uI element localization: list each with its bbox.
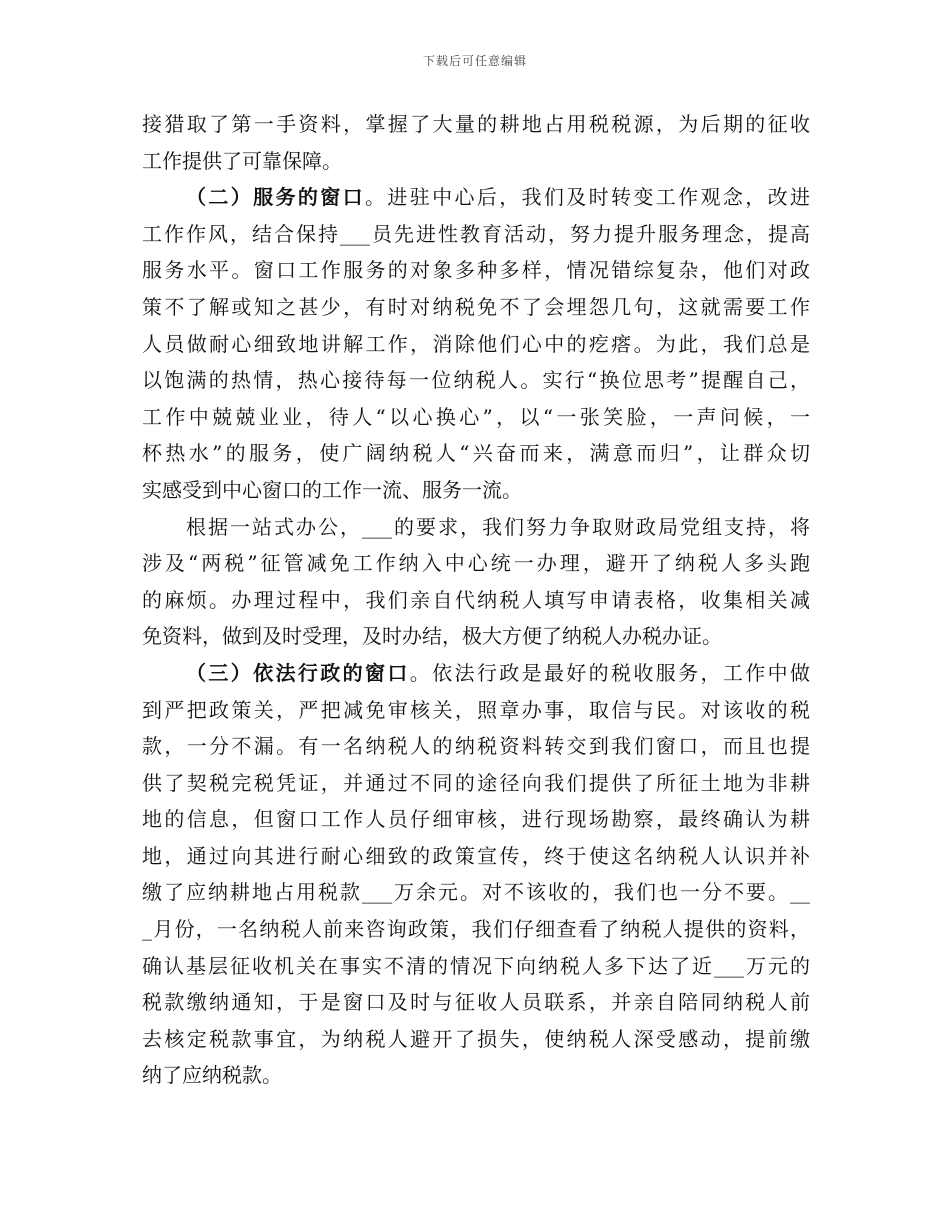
text-segment: 纳了应纳税款。 <box>142 1063 282 1088</box>
text-line <box>142 765 810 802</box>
section-heading: （二）服务的窗口 <box>186 185 365 210</box>
text-segment: 根据一站式办公，___的要求，我们努力争取财政局党组支持，将 <box>186 514 810 539</box>
text-line <box>142 655 810 692</box>
text-segment: 涉及“两税”征管减免工作纳入中心统一办理，避开了纳税人多头跑 <box>142 551 810 576</box>
text-line <box>142 984 810 1021</box>
text-line <box>142 435 810 472</box>
text-segment: 服务水平。窗口工作服务的对象多种多样，情况错综复杂，他们对政 <box>142 258 810 283</box>
text-line <box>142 911 810 948</box>
text-segment: 到严把政策关，严把减免审核关，照章办事，取信与民。对该收的税 <box>142 697 810 722</box>
text-segment: 的麻烦。办理过程中，我们亲自代纳税人填写申请表格，收集相关减 <box>142 587 810 612</box>
text-line <box>142 582 810 619</box>
text-segment: 工作作风，结合保持___员先进性教育活动，努力提升服务理念，提高 <box>142 221 810 246</box>
text-segment: 人员做耐心细致地讲解工作，消除他们心中的疙瘩。为此，我们总是 <box>142 331 810 356</box>
text-segment: 工作中兢兢业业，待人“以心换心”，以“一张笑脸，一声问候，一 <box>142 404 810 429</box>
text-line <box>142 326 810 363</box>
text-line <box>142 948 810 985</box>
text-segment: 以饱满的热情，热心接待每一位纳税人。实行“换位思考”提醒自己， <box>142 368 810 393</box>
text-segment: 地，通过向其进行耐心细致的政策宣传，终于使这名纳税人认识并补 <box>142 843 810 868</box>
document-body <box>142 106 810 1094</box>
text-line <box>142 838 810 875</box>
text-line <box>142 728 810 765</box>
text-segment: 税款缴纳通知，于是窗口及时与征收人员联系，并亲自陪同纳税人前 <box>142 990 810 1015</box>
text-segment: 接猎取了第一手资料，掌握了大量的耕地占用税税源，为后期的征收 <box>142 112 810 136</box>
text-line <box>142 362 810 399</box>
text-segment: 实感受到中心窗口的工作一流、服务一流。 <box>142 477 522 502</box>
text-segment: 工作提供了可靠保障。 <box>142 148 342 173</box>
text-segment: 地的信息，但窗口工作人员仔细审核，进行现场勘察，最终确认为耕 <box>142 807 810 832</box>
text-line <box>142 143 810 180</box>
text-segment: 确认基层征收机关在事实不清的情况下向纳税人多下达了近___万元的 <box>142 953 810 978</box>
text-line <box>142 1021 810 1058</box>
text-line <box>142 289 810 326</box>
text-line <box>142 399 810 436</box>
text-line <box>142 509 810 546</box>
text-segment: 策不了解或知之甚少，有时对纳税免不了会埋怨几句，这就需要工作 <box>142 294 810 319</box>
text-segment: 供了契税完税凭证，并通过不同的途径向我们提供了所征土地为非耕 <box>142 770 810 795</box>
text-segment: _月份，一名纳税人前来咨询政策，我们仔细查看了纳税人提供的资料， <box>142 917 810 942</box>
text-segment: 。依法行政是最好的税收服务，工作中做 <box>409 660 811 685</box>
text-line <box>142 1057 810 1094</box>
text-line <box>142 801 810 838</box>
text-segment: 缴了应纳耕地占用税款___万余元。对不该收的，我们也一分不要。__ <box>142 880 810 905</box>
text-line <box>142 252 810 289</box>
text-segment: 去核定税款事宜，为纳税人避开了损失，使纳税人深受感动，提前缴 <box>142 1026 810 1051</box>
text-line <box>142 106 810 143</box>
text-segment: 款，一分不漏。有一名纳税人的纳税资料转交到我们窗口，而且也提 <box>142 734 810 759</box>
text-line <box>142 216 810 253</box>
text-segment: 杯热水”的服务，使广阔纳税人“兴奋而来，满意而归”，让群众切 <box>142 441 810 466</box>
text-line <box>142 618 810 655</box>
text-line <box>142 692 810 729</box>
section-heading: （三）依法行政的窗口 <box>186 660 410 685</box>
page-header: 下载后可任意编辑 <box>422 54 527 68</box>
text-line <box>142 874 810 911</box>
text-line <box>142 472 810 509</box>
text-line <box>142 179 810 216</box>
text-segment: 免资料，做到及时受理，及时办结，极大方便了纳税人办税办证。 <box>142 624 722 649</box>
text-segment: 。进驻中心后，我们及时转变工作观念，改进 <box>364 185 811 210</box>
text-line <box>142 545 810 582</box>
